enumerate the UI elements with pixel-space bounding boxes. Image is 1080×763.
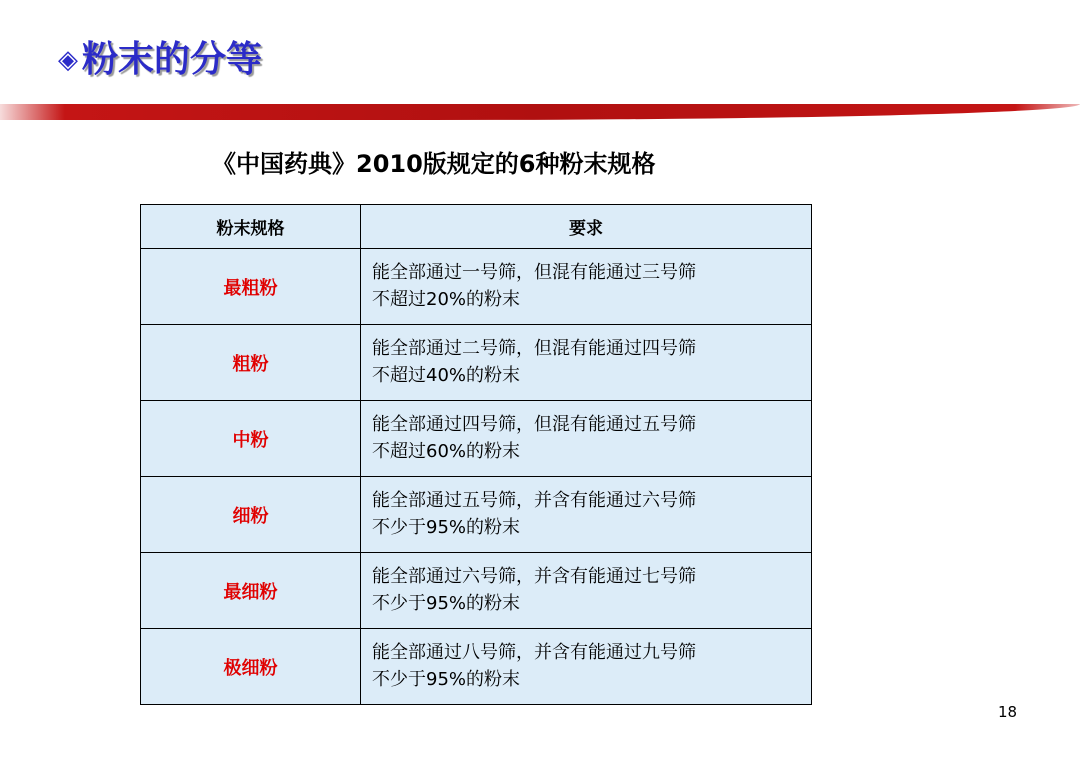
slide-title	[58, 39, 263, 80]
slide-title-text: 粉末的分等	[82, 39, 263, 80]
requirement-cell	[361, 401, 812, 477]
title-divider	[0, 104, 1080, 120]
spec-cell: 粗粉	[141, 325, 361, 401]
requirement-line: 不少于95%的粉末	[372, 516, 521, 538]
spec-cell: 细粉	[141, 477, 361, 553]
requirement-cell	[361, 249, 812, 325]
powder-grade-table	[140, 204, 812, 705]
table-row	[141, 325, 812, 401]
spec-cell: 极细粉	[141, 629, 361, 705]
table-caption: 《中国药典》2010版规定的6种粉末规格	[212, 150, 656, 178]
requirement-line: 能全部通过四号筛，但混有能通过五号筛	[372, 414, 696, 436]
requirement-line: 能全部通过五号筛，并含有能通过六号筛	[372, 490, 696, 512]
header-requirement: 要求	[361, 205, 812, 249]
table-header-row	[141, 205, 812, 249]
requirement-line: 不超过60%的粉末	[372, 440, 521, 462]
spec-cell: 最粗粉	[141, 249, 361, 325]
requirement-line: 能全部通过六号筛，并含有能通过七号筛	[372, 566, 696, 588]
requirement-cell	[361, 325, 812, 401]
requirement-line: 不超过20%的粉末	[372, 288, 521, 310]
header-spec: 粉末规格	[141, 205, 361, 249]
requirement-cell	[361, 477, 812, 553]
requirement-cell	[361, 629, 812, 705]
requirement-line: 能全部通过一号筛，但混有能通过三号筛	[372, 262, 696, 284]
spec-cell: 最细粉	[141, 553, 361, 629]
requirement-line: 能全部通过八号筛，并含有能通过九号筛	[372, 642, 696, 664]
diamond-bullet-icon: ◈	[58, 45, 78, 75]
table-row	[141, 249, 812, 325]
page-number: 18	[998, 703, 1018, 721]
table-row	[141, 401, 812, 477]
requirement-line: 能全部通过二号筛，但混有能通过四号筛	[372, 338, 696, 360]
table-row	[141, 553, 812, 629]
requirement-line: 不少于95%的粉末	[372, 668, 521, 690]
requirement-line: 不少于95%的粉末	[372, 592, 521, 614]
spec-cell: 中粉	[141, 401, 361, 477]
table-row	[141, 477, 812, 553]
requirement-cell	[361, 553, 812, 629]
requirement-line: 不超过40%的粉末	[372, 364, 521, 386]
table-row	[141, 629, 812, 705]
